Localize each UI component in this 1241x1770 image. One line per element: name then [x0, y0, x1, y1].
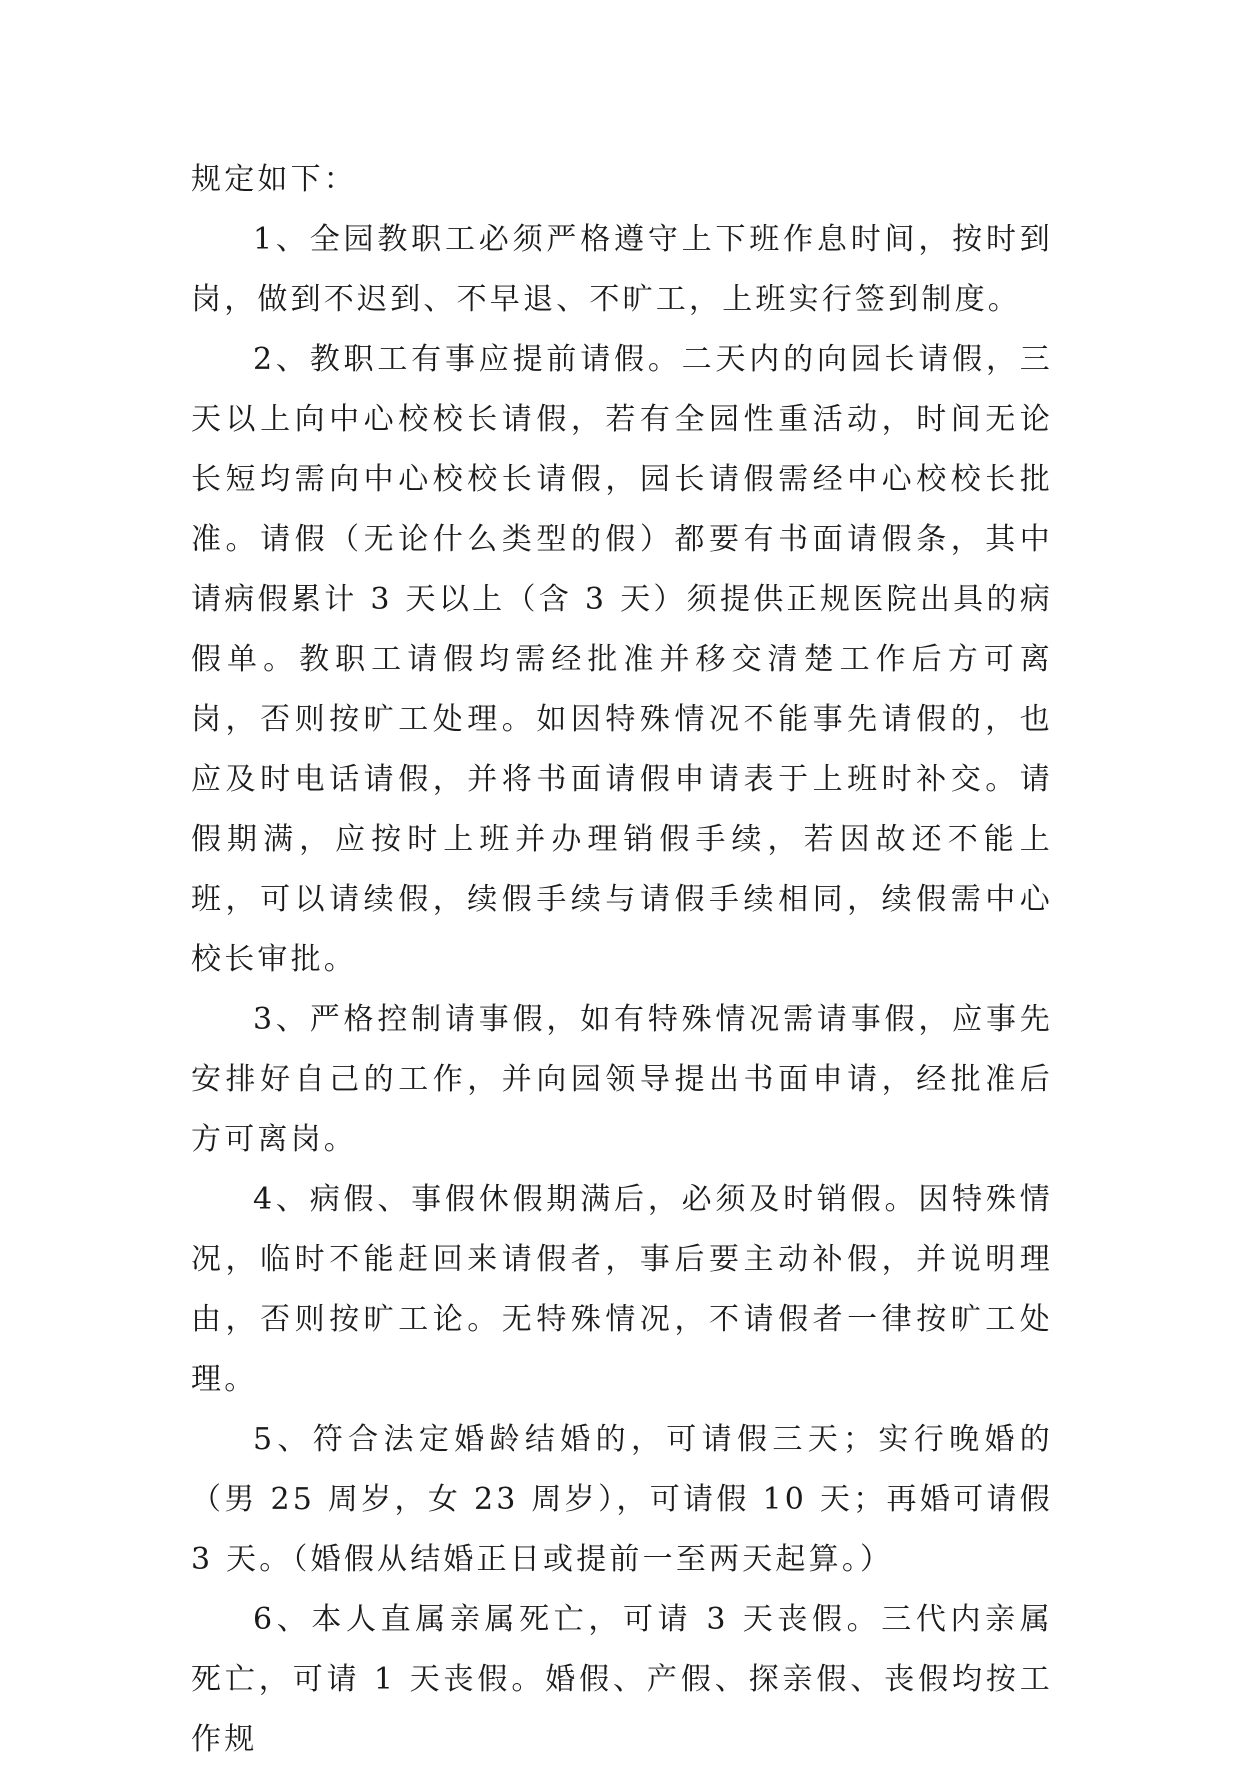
intro-paragraph: 规定如下： [191, 162, 357, 197]
rule-paragraph-1: 1、全园教职工必须严格遵守上下班作息时间，按时到岗，做到不迟到、不早退、不旷工，上班实行签到制度。 [191, 222, 1053, 317]
document-body [191, 150, 1053, 1770]
rule-paragraph-3: 3、严格控制请事假，如有特殊情况需请事假，应事先安排好自己的工作，并向园领导提出书面申请，经批准后方可离岗。 [191, 1002, 1053, 1157]
rule-paragraph-4: 4、病假、事假休假期满后，必须及时销假。因特殊情况，临时不能赶回来请假者，事后要主动补假，并说明理由，否则按旷工论。无特殊情况，不请假者一律按旷工处理。 [191, 1182, 1053, 1397]
rule-paragraph-5: 5、符合法定婚龄结婚的，可请假三天；实行晚婚的（男 25 周岁，女 23 周岁），可请假 10 天；再婚可请假 3 天。（婚假从结婚正日或提前一至两天起算。） [191, 1422, 1053, 1577]
rule-paragraph-2: 2、教职工有事应提前请假。二天内的向园长请假，三天以上向中心校校长请假，若有全园性重活动，时间无论长短均需向中心校校长请假，园长请假需经中心校校长批准。请假（无论什么类型的假）都要有书面请假条，其中请病假累计 3 天以上（含 3 天）须提供正规医院出具的病假单。教职工请假均需经批准并移交清楚工作后方可离岗，否则按旷工处理。如因特殊情况不能事先请假的，也应及时电话请假，并将书面请假申请表于上班时补交。请假期满，应按时上班并办理销假手续，若因故还不能上班，可以请续假，续假手续与请假手续相同，续假需中心校长审批。 [191, 342, 1053, 977]
rule-paragraph-6: 6、本人直属亲属死亡，可请 3 天丧假。三代内亲属死亡，可请 1 天丧假。婚假、产假、探亲假、丧假均按工作规 [191, 1602, 1053, 1757]
